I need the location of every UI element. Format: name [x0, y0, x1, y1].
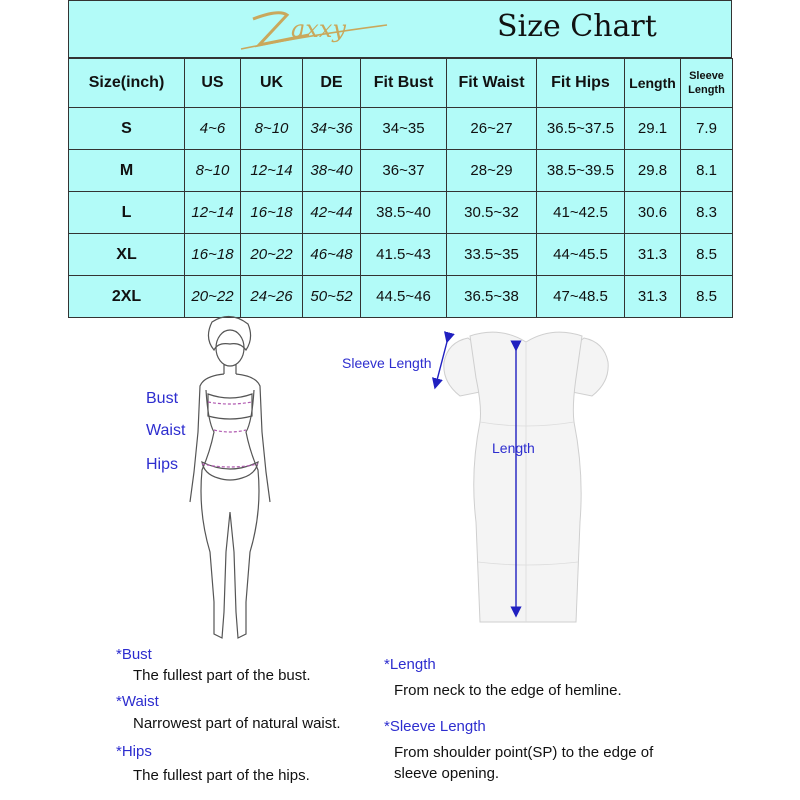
table-cell: 47~48.5 — [537, 276, 625, 318]
table-cell: 41.5~43 — [361, 234, 447, 276]
table-cell: 46~48 — [303, 234, 361, 276]
table-cell: 31.3 — [625, 234, 681, 276]
table-cell: 12~14 — [185, 192, 241, 234]
col-header-fit-waist: Fit Waist — [447, 59, 537, 108]
table-row — [69, 234, 733, 276]
sleeve-length-label: Sleeve Length — [342, 355, 432, 371]
table-cell: 8.5 — [681, 276, 733, 318]
table-cell: 20~22 — [241, 234, 303, 276]
note-waist-heading: *Waist — [116, 693, 159, 710]
table-cell: 34~36 — [303, 108, 361, 150]
note-length-text: From neck to the edge of hemline. — [394, 682, 622, 699]
note-sleeve-heading: *Sleeve Length — [384, 718, 486, 735]
note-waist-text: Narrowest part of natural waist. — [133, 715, 341, 732]
body-figure-illustration — [170, 312, 290, 650]
size-table — [68, 58, 733, 318]
note-bust-text: The fullest part of the bust. — [133, 667, 311, 684]
table-cell: 38.5~40 — [361, 192, 447, 234]
table-cell: 4~6 — [185, 108, 241, 150]
waist-label: Waist — [146, 422, 186, 439]
table-cell: 7.9 — [681, 108, 733, 150]
length-label: Length — [492, 440, 535, 456]
table-cell: 42~44 — [303, 192, 361, 234]
col-header-length: Length — [625, 59, 681, 108]
col-header-us: US — [185, 59, 241, 108]
table-cell: 44~45.5 — [537, 234, 625, 276]
size-cell: XL — [69, 234, 185, 276]
table-cell: 28~29 — [447, 150, 537, 192]
table-cell: 41~42.5 — [537, 192, 625, 234]
col-header-fit-hips: Fit Hips — [537, 59, 625, 108]
table-cell: 44.5~46 — [361, 276, 447, 318]
note-length-heading: *Length — [384, 656, 436, 673]
size-cell: S — [69, 108, 185, 150]
note-sleeve-text-2: sleeve opening. — [394, 765, 500, 782]
table-cell: 26~27 — [447, 108, 537, 150]
table-row — [69, 276, 733, 318]
page-title: Size Chart — [497, 9, 657, 44]
table-row — [69, 150, 733, 192]
table-cell: 16~18 — [185, 234, 241, 276]
col-header-de: DE — [303, 59, 361, 108]
chart-header — [68, 0, 732, 58]
table-cell: 8~10 — [185, 150, 241, 192]
table-cell: 8.5 — [681, 234, 733, 276]
note-bust-heading: *Bust — [116, 646, 152, 663]
header-row — [69, 59, 733, 108]
table-row — [69, 108, 733, 150]
table-cell: 36.5~37.5 — [537, 108, 625, 150]
table-cell: 8.1 — [681, 150, 733, 192]
table-cell: 29.8 — [625, 150, 681, 192]
col-header-uk: UK — [241, 59, 303, 108]
size-cell: L — [69, 192, 185, 234]
note-hips-text: The fullest part of the hips. — [133, 767, 310, 784]
table-cell: 8~10 — [241, 108, 303, 150]
table-cell: 30.6 — [625, 192, 681, 234]
table-cell: 50~52 — [303, 276, 361, 318]
table-row — [69, 192, 733, 234]
note-sleeve-text-1: From shoulder point(SP) to the edge of — [394, 744, 654, 761]
table-cell: 16~18 — [241, 192, 303, 234]
svg-text:axxy: axxy — [291, 15, 346, 43]
table-cell: 33.5~35 — [447, 234, 537, 276]
table-cell: 36~37 — [361, 150, 447, 192]
col-header-fit-bust: Fit Bust — [361, 59, 447, 108]
col-header-size: Size(inch) — [69, 59, 185, 108]
brand-logo — [239, 5, 389, 53]
table-cell: 24~26 — [241, 276, 303, 318]
note-hips-heading: *Hips — [116, 743, 152, 760]
size-cell: M — [69, 150, 185, 192]
bust-label: Bust — [146, 390, 179, 407]
table-cell: 34~35 — [361, 108, 447, 150]
dress-illustration — [440, 322, 612, 624]
table-cell: 12~14 — [241, 150, 303, 192]
col-header-sleeve-length: Sleeve Length — [681, 59, 733, 108]
hips-label: Hips — [146, 456, 179, 473]
table-cell: 8.3 — [681, 192, 733, 234]
table-cell: 31.3 — [625, 276, 681, 318]
table-cell: 36.5~38 — [447, 276, 537, 318]
table-cell: 38.5~39.5 — [537, 150, 625, 192]
table-cell: 30.5~32 — [447, 192, 537, 234]
size-cell: 2XL — [69, 276, 185, 318]
table-cell: 38~40 — [303, 150, 361, 192]
table-cell: 29.1 — [625, 108, 681, 150]
table-cell: 20~22 — [185, 276, 241, 318]
